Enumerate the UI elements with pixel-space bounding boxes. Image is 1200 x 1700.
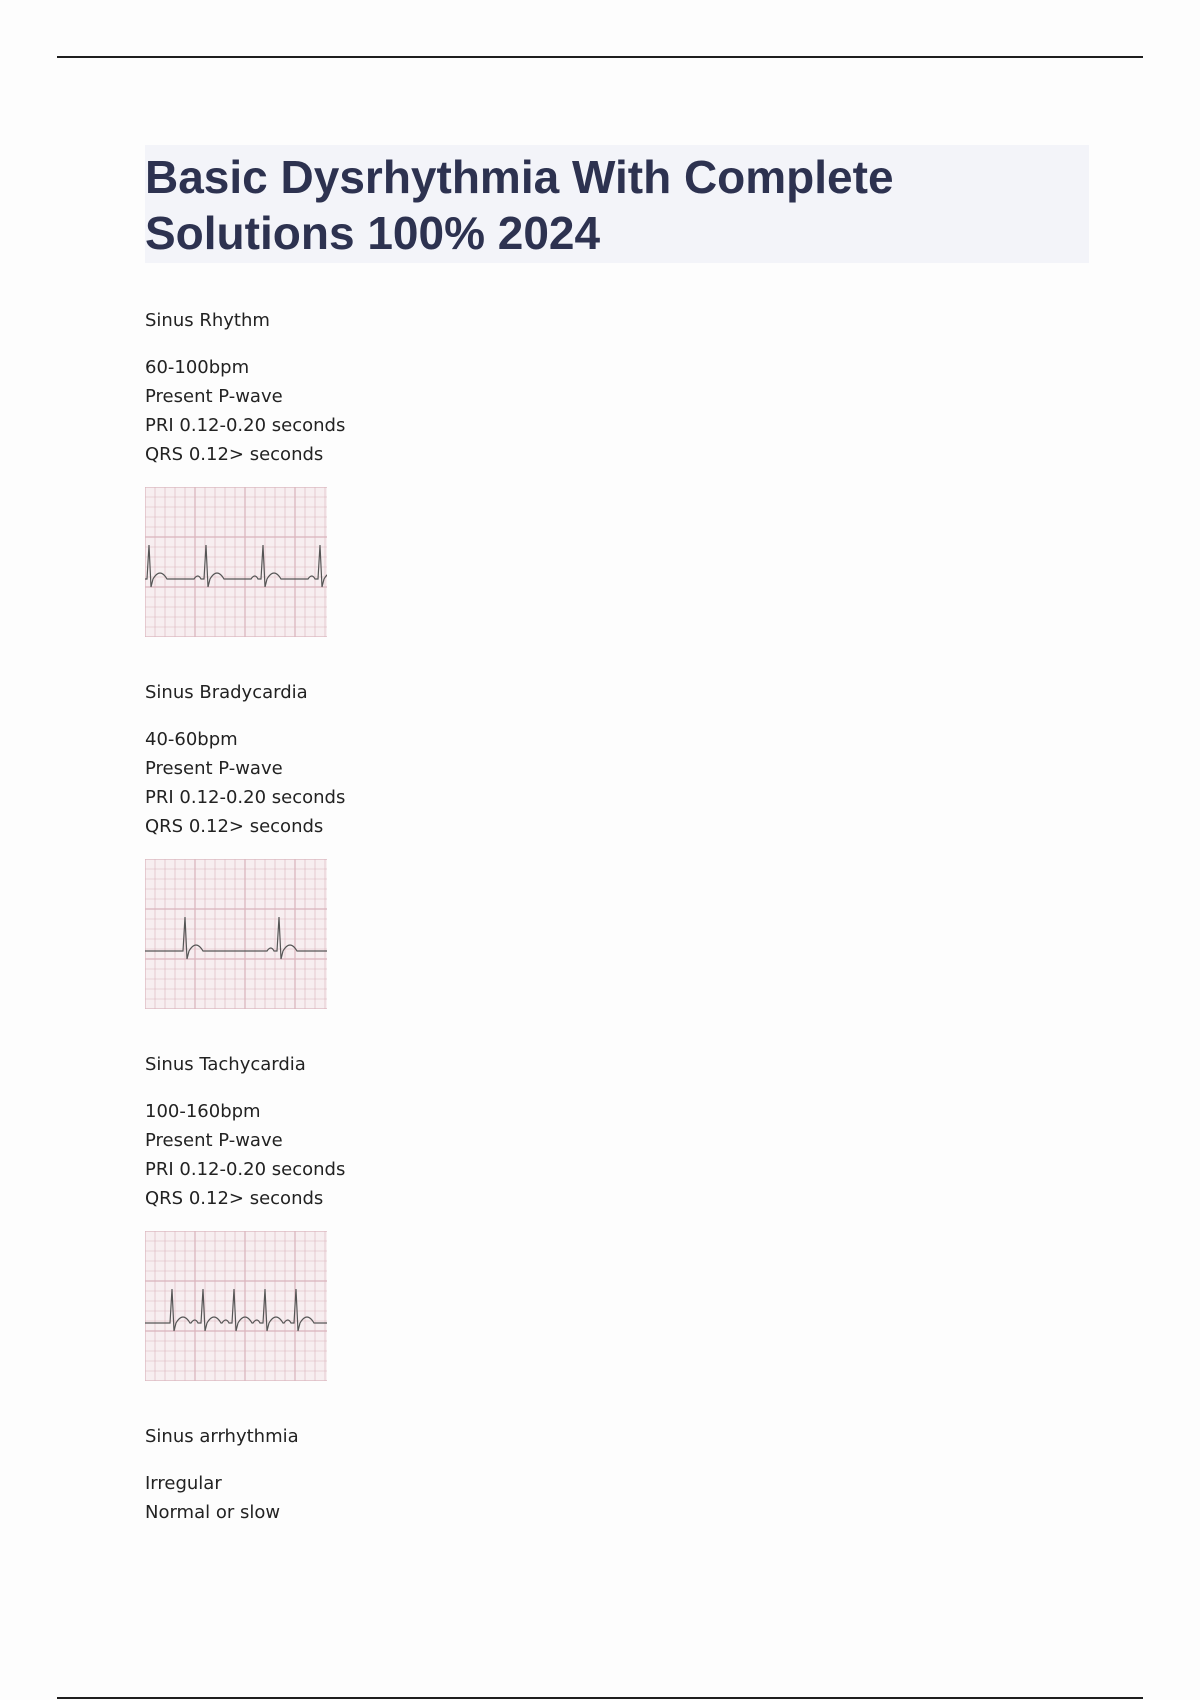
definition [145,1469,1089,1527]
definition-line: PRI 0.12-0.20 seconds [145,1159,346,1180]
bottom-rule [57,1697,1143,1699]
definition [145,1097,1089,1213]
definition-line: 40-60bpm [145,729,238,750]
definition-line: QRS 0.12> seconds [145,1188,324,1209]
term: Sinus Tachycardia [145,1054,306,1075]
definition-line: Present P-wave [145,386,283,407]
definition-line: 100-160bpm [145,1101,261,1122]
title-banner [145,145,1089,263]
term: Sinus Rhythm [145,310,270,331]
definition-line: Irregular [145,1473,222,1494]
section-sinus-rhythm [145,309,1089,637]
definition-line: Present P-wave [145,758,283,779]
document-body [145,145,1089,1527]
section-sinus-tachycardia [145,1053,1089,1381]
definition-line: Present P-wave [145,1130,283,1151]
top-rule [57,56,1143,58]
term: Sinus Bradycardia [145,682,308,703]
sinus-bradycardia-ecg-strip [145,859,327,1009]
definition-line: PRI 0.12-0.20 seconds [145,787,346,808]
section-sinus-arrhythmia [145,1425,1089,1527]
definition-line: Normal or slow [145,1502,281,1523]
section-sinus-bradycardia [145,681,1089,1009]
definition [145,353,1089,469]
ecg-paper [145,487,327,637]
ecg-paper [145,859,327,1009]
document-title: Basic Dysrhythmia With Complete Solutions 100% 2024 [145,151,894,259]
term: Sinus arrhythmia [145,1426,299,1447]
definition-line: PRI 0.12-0.20 seconds [145,415,346,436]
sinus-rhythm-ecg-strip [145,487,327,637]
definition-line: 60-100bpm [145,357,250,378]
sinus-tachycardia-ecg-strip [145,1231,327,1381]
definition [145,725,1089,841]
definition-line: QRS 0.12> seconds [145,444,324,465]
definition-line: QRS 0.12> seconds [145,816,324,837]
